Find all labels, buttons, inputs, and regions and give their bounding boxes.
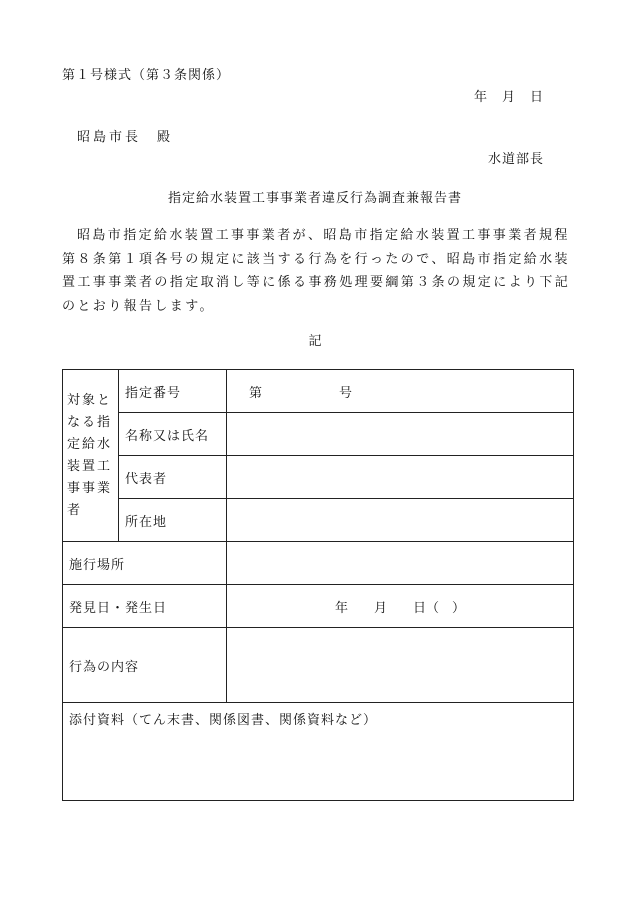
sender: 水道部長: [487, 152, 544, 167]
attachments-label: 添付資料（てん末書、関係図書、関係資料など）: [69, 713, 378, 728]
subject-label: [63, 370, 119, 542]
date-day: 日（ ）: [413, 600, 466, 616]
date-line: 年 月 日: [473, 90, 544, 105]
table-row: [63, 456, 574, 499]
location-label: 所在地: [119, 499, 227, 542]
date-year: 年: [334, 600, 348, 616]
addressee: 昭島市長 殿: [77, 130, 174, 145]
discovery-date-value[interactable]: [227, 585, 574, 628]
table-row: [63, 628, 574, 703]
construction-site-label: 施行場所: [63, 542, 227, 585]
attachments-cell[interactable]: [63, 703, 574, 801]
table-row: [63, 703, 574, 801]
date-month: 月: [373, 600, 387, 616]
ki-label: 記: [308, 334, 322, 349]
table-row: [63, 499, 574, 542]
location-value[interactable]: [227, 499, 574, 542]
name-value[interactable]: [227, 413, 574, 456]
designation-no-label: 指定番号: [119, 370, 227, 413]
document-title: 指定給水装置工事事業者違反行為調査兼報告書: [167, 191, 462, 206]
table-row: [63, 585, 574, 628]
construction-site-value[interactable]: [227, 542, 574, 585]
body-text: 昭島市指定給水装置工事事業者が、昭島市指定給水装置工事事業者規程第８条第１項各号の規定に該当する行為を行ったので、昭島市指定給水装置工事事業者の指定取消し等に係る事務処理要綱第３条の規定により下記のとおり報告します。: [62, 228, 571, 314]
table-row: [63, 370, 574, 413]
representative-value[interactable]: [227, 456, 574, 499]
table-row: [63, 413, 574, 456]
subject-label-text: 対象となる指定給水装置工事事業者: [67, 392, 113, 518]
representative-label: 代表者: [119, 456, 227, 499]
form-number-label: 第１号様式（第３条関係）: [62, 68, 231, 83]
discovery-date-label: 発見日・発生日: [63, 585, 227, 628]
designation-no-value[interactable]: [227, 370, 574, 413]
name-label: 名称又は氏名: [119, 413, 227, 456]
designation-no-prefix: 第: [249, 385, 264, 401]
report-table: [62, 369, 574, 801]
designation-no-suffix: 号: [339, 385, 354, 401]
act-content-value[interactable]: [227, 628, 574, 703]
table-row: [63, 542, 574, 585]
act-content-label: 行為の内容: [63, 628, 227, 703]
